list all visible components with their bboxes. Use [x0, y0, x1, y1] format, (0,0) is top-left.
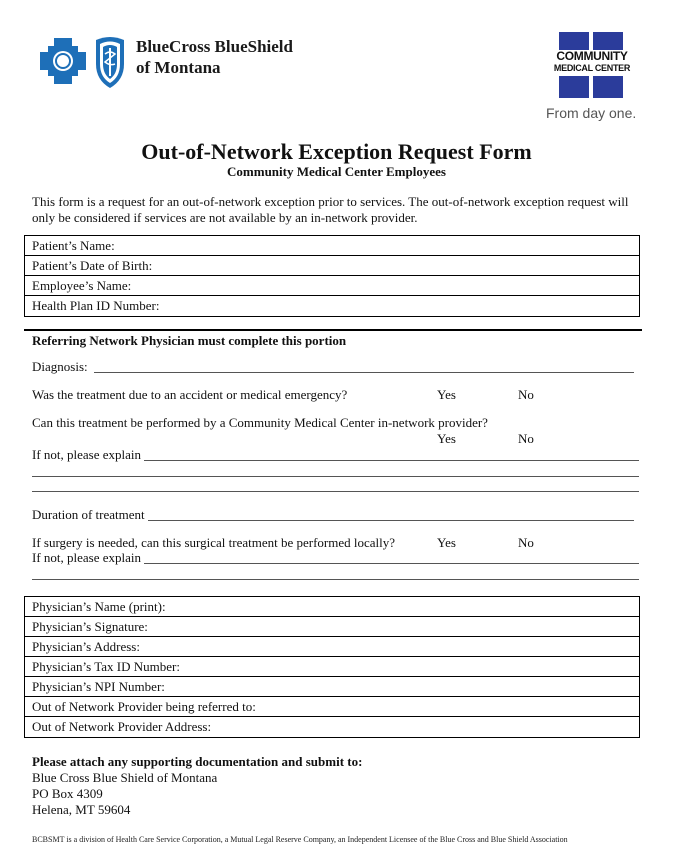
accident-no-option[interactable]: No [518, 387, 534, 402]
diagnosis-line[interactable] [94, 372, 634, 373]
bcbs-name [136, 36, 293, 78]
form-subtitle: Community Medical Center Employees [227, 164, 446, 179]
surgery-yes-option[interactable]: Yes [437, 535, 456, 550]
form-intro: This form is a request for an out-of-network exception prior to services. The out-of-network exception request will only be considered if services are not available by an in-network provider. [32, 194, 629, 225]
explain-label-2: If not, please explain [32, 550, 142, 565]
address-line-2: PO Box 4309 [32, 786, 103, 801]
physician-npi-field[interactable]: Physician’s NPI Number: [25, 677, 639, 697]
explain-line-1c[interactable] [32, 491, 639, 492]
bcbs-name-line1: BlueCross BlueShield [136, 37, 293, 56]
health-plan-id-field[interactable]: Health Plan ID Number: [32, 298, 160, 313]
bcbs-name-line2: of Montana [136, 58, 221, 77]
physician-info-table [24, 596, 640, 738]
address-line-1: Blue Cross Blue Shield of Montana [32, 770, 218, 785]
submit-heading: Please attach any supporting documentation and submit to: [32, 754, 363, 769]
physician-tax-id-field[interactable]: Physician’s Tax ID Number: [25, 657, 639, 677]
accident-question: Was the treatment due to an accident or medical emergency? [32, 387, 348, 402]
in-network-yes-option[interactable]: Yes [437, 431, 456, 446]
explain-line-2a[interactable] [144, 563, 639, 564]
explain-line-1b[interactable] [32, 476, 639, 477]
physician-name-field[interactable]: Physician’s Name (print): [25, 597, 639, 617]
accident-yes-option[interactable]: Yes [437, 387, 456, 402]
surgery-no-option[interactable]: No [518, 535, 534, 550]
address-line-3: Helena, MT 59604 [32, 802, 131, 817]
mailing-address [32, 770, 217, 818]
in-network-question: Can this treatment be performed by a Community Medical Center in-network provider? [32, 415, 488, 430]
oon-provider-field[interactable]: Out of Network Provider being referred to: [25, 697, 639, 717]
patient-info-table [24, 235, 640, 317]
surgery-question: If surgery is needed, can this surgical treatment be performed locally? [32, 535, 396, 550]
physician-address-field[interactable]: Physician’s Address: [25, 637, 639, 657]
form-title: Out-of-Network Exception Request Form [141, 139, 532, 164]
physician-section-heading: Referring Network Physician must complete this portion [32, 333, 347, 348]
cmc-name [546, 50, 638, 74]
duration-line[interactable] [148, 520, 634, 521]
cmc-name-line2: MEDICAL CENTER [553, 63, 631, 73]
explain-line-1a[interactable] [144, 460, 639, 461]
duration-label: Duration of treatment [32, 507, 145, 522]
section-divider [24, 329, 642, 331]
patient-dob-field[interactable]: Patient’s Date of Birth: [25, 256, 639, 276]
bcbs-cross-shield-icon [32, 28, 132, 94]
employee-name-field[interactable]: Employee’s Name: [25, 276, 639, 296]
legal-notice: BCBSMT is a division of Health Care Service Corporation, a Mutual Legal Reserve Company, an Independent Licensee of the Blue Cross and Blue Shield Association [32, 835, 568, 844]
explain-label-1: If not, please explain [32, 447, 142, 462]
diagnosis-label: Diagnosis: [32, 359, 88, 374]
cmc-tagline: From day one. [546, 105, 637, 121]
explain-line-2b[interactable] [32, 579, 639, 580]
cmc-name-line1: COMMUNITY [556, 49, 628, 63]
physician-signature-field[interactable]: Physician’s Signature: [25, 617, 639, 637]
patient-name-field[interactable]: Patient’s Name: [25, 236, 639, 256]
oon-provider-address-field[interactable]: Out of Network Provider Address: [32, 719, 212, 734]
in-network-no-option[interactable]: No [518, 431, 534, 446]
